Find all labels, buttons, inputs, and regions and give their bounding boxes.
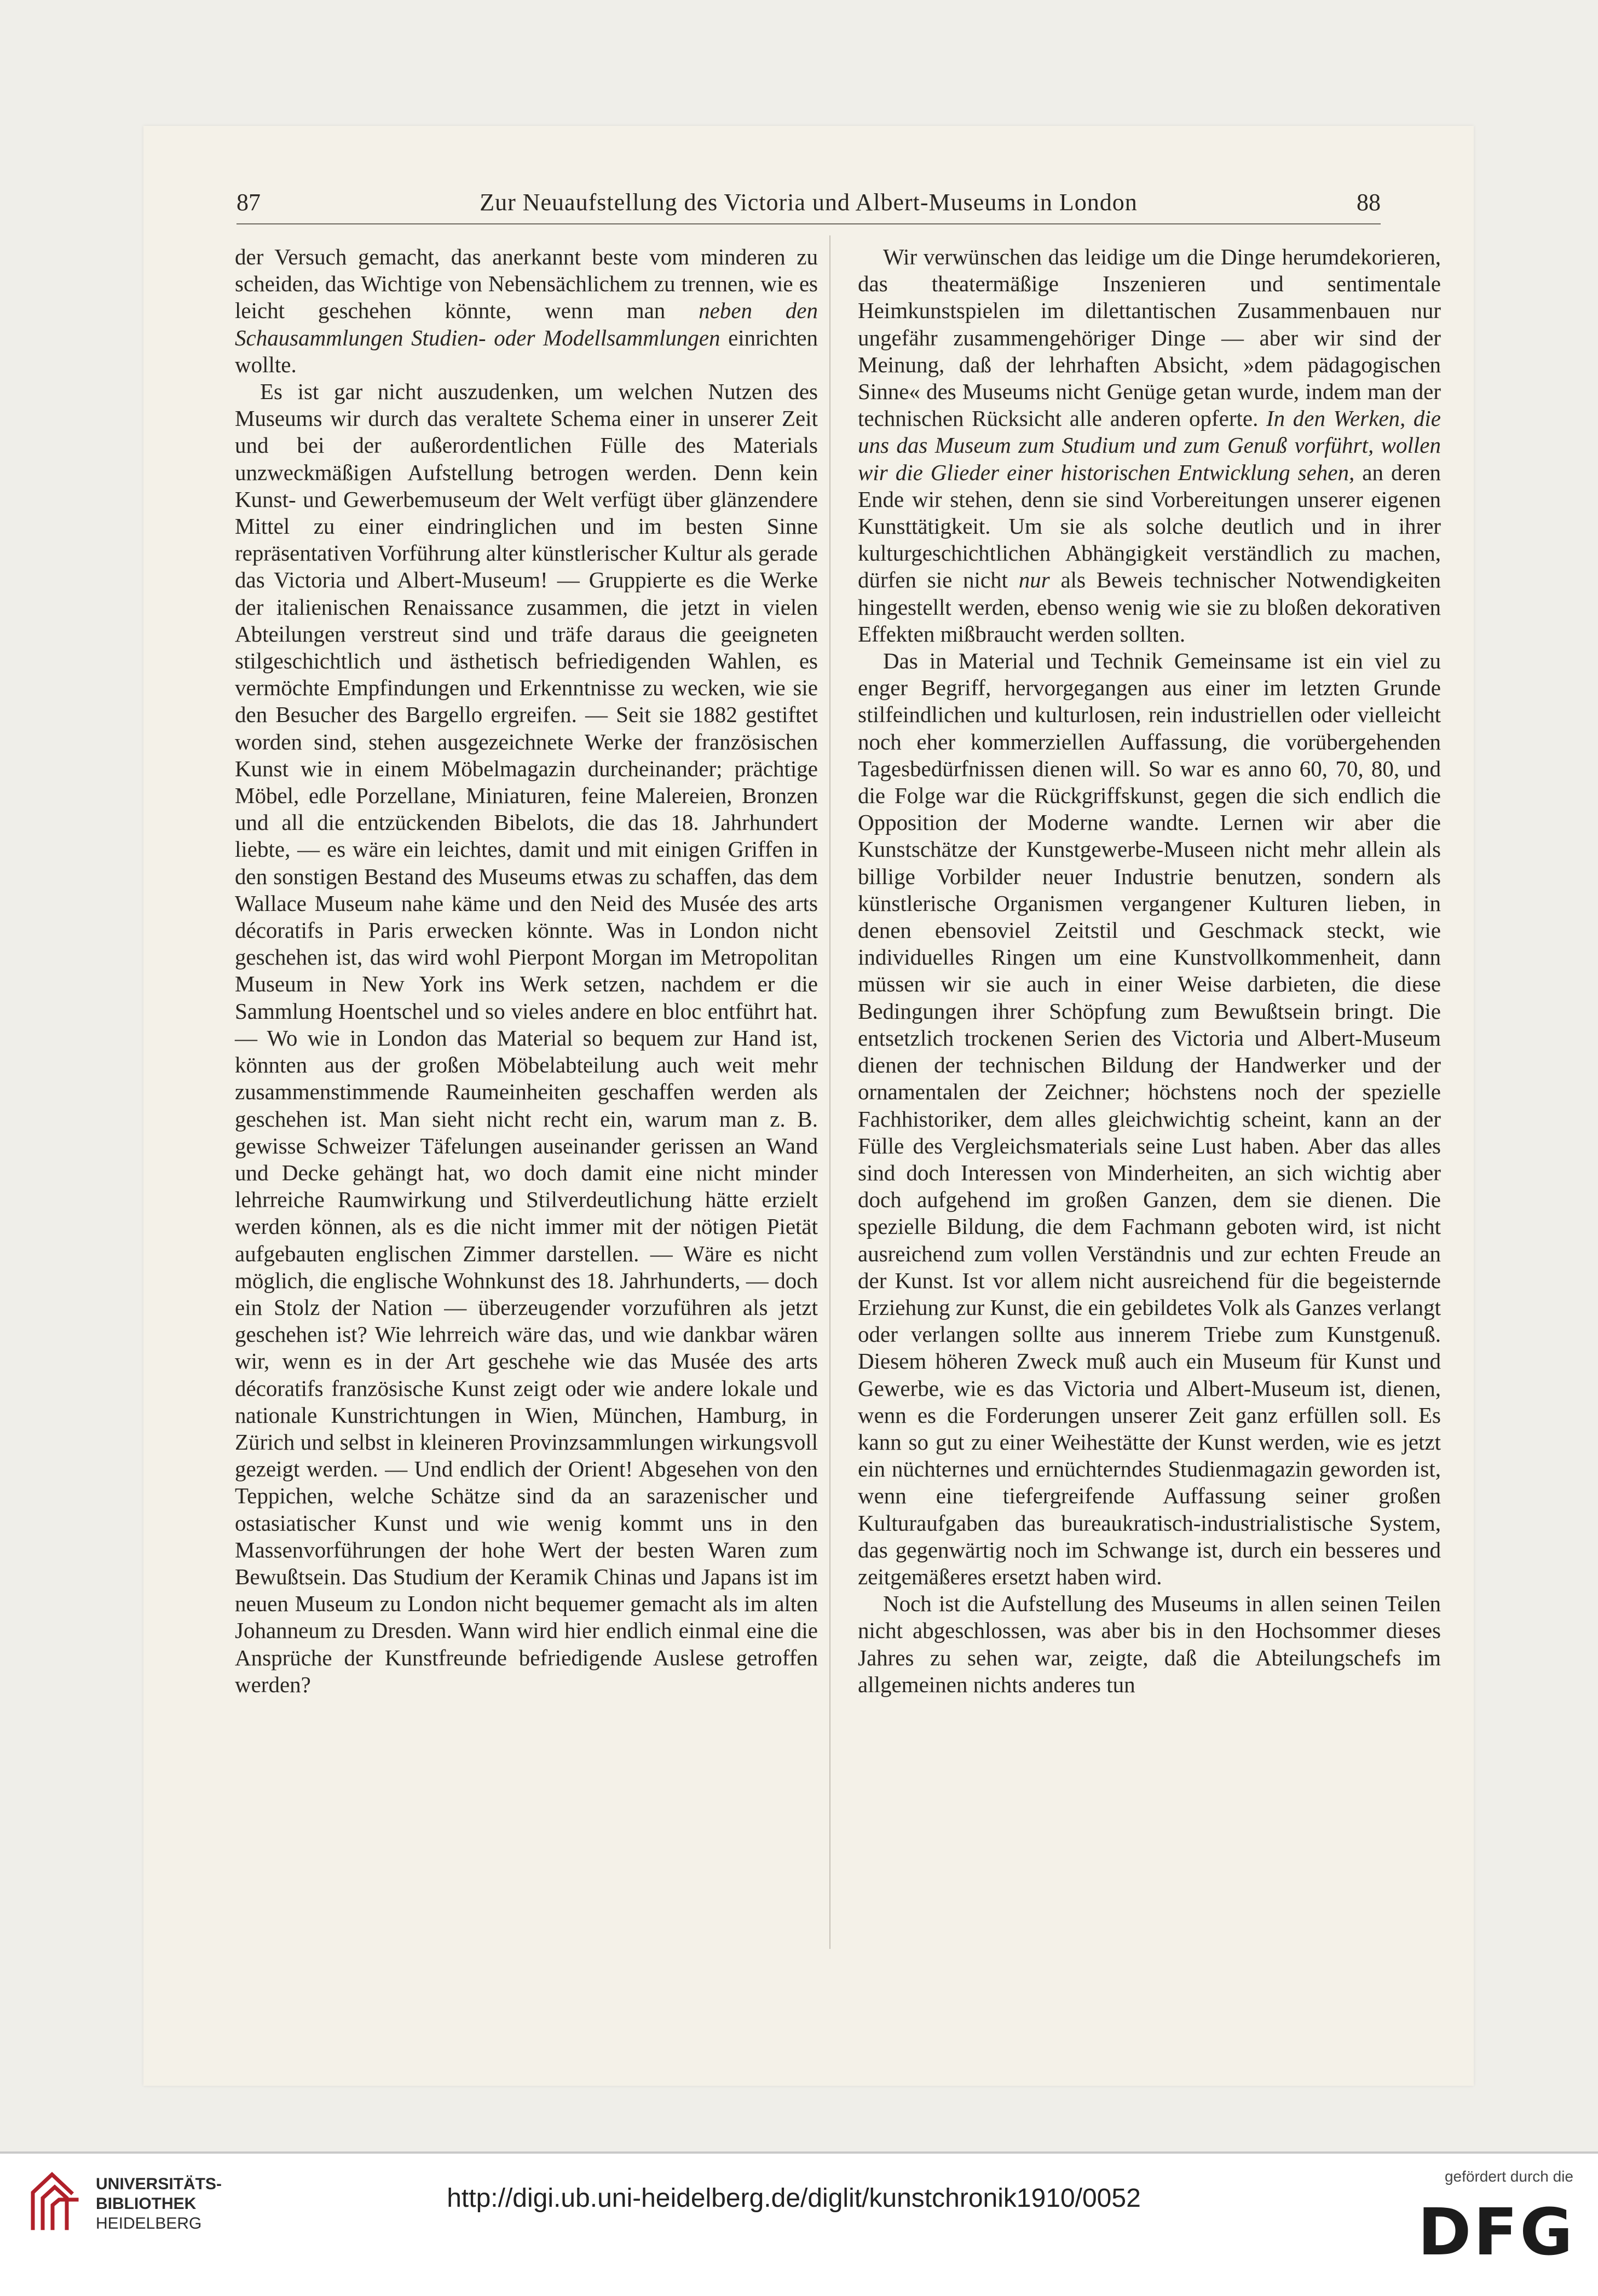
body-text: an deren Ende wir stehen, denn sie sind Vorbereitungen unserer eigenen Kunsttätigkeit. Um sie als solche deutlich und in ihrer kulturgeschichtlichen Abhängigkeit verständlich zu machen, dürfen sie nicht [858,459,1441,593]
left-column [235,244,818,1698]
emphasized-text: neben den Schausammlungen Studien- oder Modellsammlungen [235,298,818,350]
dfg-logo-icon: DFG [1417,2194,1575,2270]
heidelberg-library-logo-icon [22,2168,88,2239]
body-text: als Beweis technischer Notwendigkeiten hingestellt werden, ebenso wenig wie sie zu bloßen dekorativen Effekten mißbraucht werden sollten. [858,567,1441,647]
library-name-line-3: HEIDELBERG [96,2214,202,2232]
running-title: Zur Neuaufstellung des Victoria und Albert-Museums in London [480,189,1138,216]
page-number-left: 87 [236,189,261,216]
funded-by-label: gefördert durch die [1444,2168,1573,2185]
emphasized-text: In den Werken, die uns das Museum zum Studium und zum Genuß vorführt, wollen wir die Glieder einer historischen Entwicklung sehen, [858,406,1441,485]
paragraph [235,378,818,1698]
library-name-line-2: BIBLIOTHEK [96,2195,197,2213]
paragraph [235,244,818,378]
right-column [858,244,1441,1698]
body-text: Noch ist die Aufstellung des Museums in allen seinen Teilen nicht abgeschlossen, was aber bis in den Hochsommer dieses Jahres zu sehen war, zeigte, daß die Abteilungschefs im allgemeinen nichts anderes tun [858,1591,1441,1697]
body-text: der Versuch gemacht, das anerkannt beste vom minderen zu scheiden, das Wichtige von Nebensächlichem zu trennen, wie es leicht geschehen könnte, wenn man [235,244,818,324]
body-text: Das in Material und Technik Gemeinsame ist ein viel zu enger Begriff, hervorgegangen aus einer im letzten Grunde stilfeindlichen und kulturlosen, rein industriellen oder vielleicht noch eher kommerziellen Auffassung, die vorübergehenden Tagesbedürfnissen dienen will. So war es anno 60, 70, 80, und die Folge war die Rückgriffskunst, gegen die sich endlich die Opposition der Moderne wandte. Lernen wir aber die Kunstschätze der Kunstgewerbe-Museen nicht mehr allein als billige Vorbilder neuer Industrie benutzen, sondern als künstlerische Organismen vergangener Kulturen lieben, in denen ebensoviel Zeitstil und Geschmack steckt, wie individuelles Ringen um eine Kunstvollkommenheit, dann müssen wir sie auch in einer Weise darbieten, die diese Bedingungen ihrer Schöpfung zum Bewußtsein bringt. Die entsetzlich trockenen Serien des Victoria und Albert-Museum dienen der technischen Bildung der Handwerker und der ornamentalen der Zeichner; höchstens noch der spezielle Fachhistoriker, dem alles gleichwichtig scheint, kann an der Fülle des Vergleichsmaterials seine Lust haben. Aber das alles sind doch Interessen von Minderheiten, an sich wichtig aber doch aufgehend im großen Ganzen, dem sie dienen. Die spezielle Bildung, die dem Fachmann geboten wird, ist nicht ausreichend zum vollen Verständnis und zur echten Freude an der Kunst. Ist vor allem nicht ausreichend für die begeisternde Erziehung zur Kunst, die ein gebildetes Volk als Ganzes verlangt oder verlangen sollte aus innerem Triebe zum Kunstgenuß. Diesem höheren Zweck muß auch ein Museum für Kunst und Gewerbe, wie es das Victoria und Albert-Museum ist, dienen, wenn es die Forderungen unserer Zeit ganz erfüllen soll. Es kann so gut zu einer Weihestätte der Kunst werden, wie es jetzt ein nüchternes und ernüchterndes Studienmagazin geworden ist, wenn eine tiefergreifende Auffassung seiner großen Kulturaufgaben das bureaukratisch-industrialistische System, das gegenwärtig noch im Schwange ist, durch ein besseres und zeitgemäßeres ersetzt haben wird. [858,648,1441,1589]
header-rule [236,223,1381,224]
library-name [96,2174,222,2234]
emphasized-text: nur [1018,567,1050,593]
scanned-page [143,126,1474,2086]
paragraph [858,648,1441,1590]
running-head [236,181,1381,224]
permalink-url[interactable]: http://digi.ub.uni-heidelberg.de/diglit/kunstchronik1910/0052 [447,2184,1141,2213]
body-text: einrichten wollte. [235,325,818,377]
body-text: Es ist gar nicht auszudenken, um welchen Nutzen des Museums wir durch das veraltete Schema einer in unserer Zeit und bei der außerordentlichen Fülle des Materials unzweckmäßigen Aufstellung betrogen werden. Denn kein Kunst- und Gewerbemuseum der Welt verfügt über glänzendere Mittel zu einer eindringlichen und im besten Sinne repräsentativen Vorführung alter künstlerischer Kultur als gerade das Victoria und Albert-Museum! — Gruppierte es die Werke der italienischen Renaissance zusammen, die jetzt in vielen Abteilungen verstreut sind und träfe daraus die geeigneten stilgeschichtlich und ästhetisch befriedigenden Wahlen, es vermöchte Empfindungen und Erkenntnisse zu wecken, wie sie den Besucher des Bargello ergreifen. — Seit sie 1882 gestiftet worden sind, stehen ausgezeichnete Werke der französischen Kunst wie in einem Möbelmagazin durcheinander; prächtige Möbel, edle Porzellane, Miniaturen, feine Malereien, Bronzen und all die entzückenden Bibelots, die das 18. Jahrhundert liebte, — es wäre ein leichtes, damit und mit einigen Griffen in den sonstigen Bestand des Museums etwas zu schaffen, das dem Wallace Museum nahe käme und den Neid des Musée des arts décoratifs in Paris erwecken könnte. Was in London nicht geschehen ist, das wird wohl Pierpont Morgan im Metropolitan Museum in New York ins Werk setzen, nachdem er die Sammlung Hoentschel und so vieles andere en bloc entführt hat. — Wo wie in London das Material so bequem zur Hand ist, könnten aus der großen Möbelabteilung auch weit mehr zusammenstimmende Raumeinheiten geschaffen werden als geschehen ist. Man sieht nicht recht ein, warum man z. B. gewisse Schweizer Täfelungen auseinander gerissen an Wand und Decke gehängt hat, wo doch damit eine nicht minder lehrreiche Raumwirkung und Stilverdeutlichung hätte erzielt werden können, als es die nicht immer mit der nötigen Pietät aufgebauten englischen Zimmer darstellen. — Wäre es nicht möglich, die englische Wohnkunst des 18. Jahrhunderts, — doch ein Stolz der Nation — überzeugender vorzuführen als jetzt geschehen ist? Wie lehrreich wäre das, und wie dankbar wären wir, wenn es in der Art geschehe wie das Musée des arts décoratifs französische Kunst zeigt oder wie andere lokale und nationale Kunstrichtungen in Wien, München, Hamburg, in Zürich und selbst in kleineren Provinzsammlungen wirkungsvoll gezeigt werden. — Und endlich der Orient! Abgesehen von den Teppichen, welche Schätze sind da an sarazenischer und ostasiatischer Kunst und wie wenig kommt uns in den Massenvorführungen der hohe Wert der besten Waren zum Bewußtsein. Das Studium der Keramik Chinas und Japans ist im neuen Museum zu London nicht bequemer gemacht als im alten Johanneum zu Dresden. Wann wird hier endlich einmal eine die Ansprüche der Kunstfreunde befriedigende Auslese getroffen werden? [235,379,818,1697]
paragraph [858,244,1441,648]
paragraph [858,1590,1441,1698]
library-name-line-1: UNIVERSITÄTS- [96,2175,222,2193]
column-divider [829,235,830,1949]
body-text: Wir verwünschen das leidige um die Dinge herumdekorieren, das theatermäßige Inszenieren und sentimentale Heimkunstspielen im dilettantischen Zusammenbauen nur ungefähr zusammengehöriger Dinge — aber wir sind der Meinung, daß der lehrhaften Absicht, »dem pädagogischen Sinne« des Museums nicht Genüge getan wurde, indem man der technischen Rücksicht alle anderen opferte. [858,244,1441,431]
page-number-right: 88 [1357,189,1381,216]
footer-rule [0,2151,1598,2154]
digitization-footer [0,2151,1598,2296]
